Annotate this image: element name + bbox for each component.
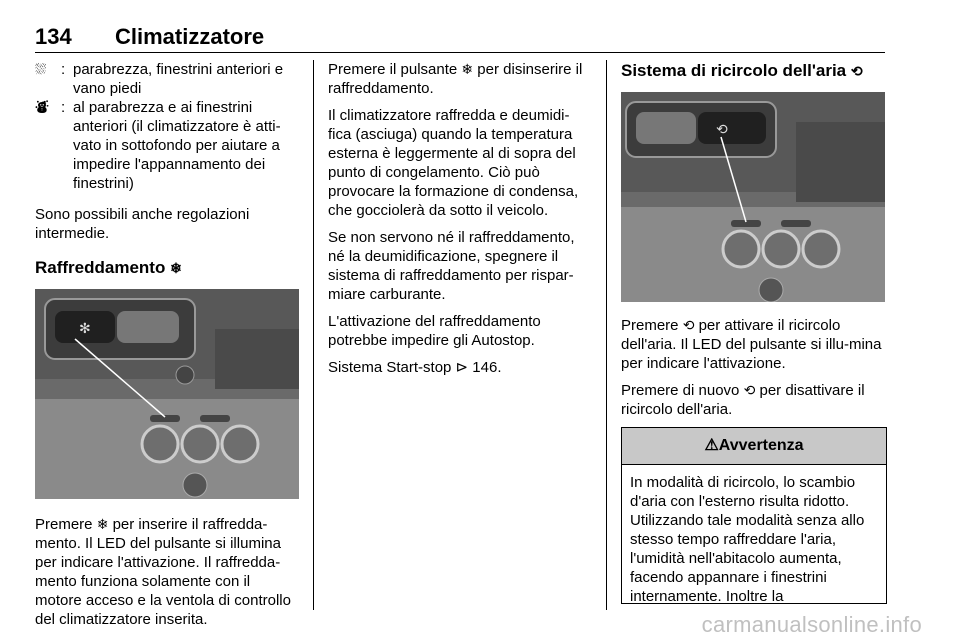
definition-text: parabrezza, finestrini anteriori e vano piedi (73, 61, 284, 97)
warning-box (621, 427, 887, 604)
section-heading: Raffreddamento ❄ (35, 258, 182, 277)
page-number: 134 (35, 24, 72, 49)
recirculation-icon: ⟲ (743, 382, 756, 398)
column-middle (328, 60, 592, 385)
column-divider (606, 60, 607, 610)
paragraph: Il climatizzatore raffredda e deumidi-fica (asciuga) quando la temperatura esterna è leggermente al di sopra del punto di congelamento. Ciò può provocare la formazione di condensa, che gocciolerà da sotto il veicolo. (328, 107, 579, 219)
ac-button-photo (35, 289, 299, 499)
cross-reference: Sistema Start-stop ⊳ 146. (328, 359, 502, 376)
column-divider (313, 60, 314, 610)
column-left (35, 60, 299, 637)
svg-text:⟲: ⟲ (716, 122, 728, 138)
definition-text: al parabrezza e ai finestrini anteriori (il climatizzatore è atti-vato in sottofondo per aiutare a impedire l'appannamento dei finestrini) (73, 99, 281, 192)
paragraph: Se non servono né il raffreddamento, né la deumidificazione, spegnere il sistema di raffreddamento per rispar-miare carburante. (328, 229, 575, 303)
paragraph: Sono possibili anche regolazioni intermedie. (35, 206, 250, 242)
snowflake-icon: ❄ (96, 516, 109, 532)
definition-row: ⛆ : parabrezza, finestrini anteriori e vano piedi (35, 60, 299, 98)
windshield-side-icon: ⛇ (35, 99, 49, 115)
paragraph: L'attivazione del raffreddamento potrebbe impedire gli Autostop. (328, 313, 541, 349)
paragraph: Premere ⟲ per attivare il ricircolo dell'aria. Il LED del pulsante si illu-mina per indicare l'attivazione. (621, 317, 882, 372)
column-right (621, 60, 885, 604)
recirculation-icon: ⟲ (682, 317, 695, 333)
svg-text:✻: ✻ (79, 321, 91, 337)
watermark: carmanualsonline.info (701, 612, 922, 637)
page-header (35, 18, 885, 53)
page-title: Climatizzatore (115, 24, 265, 49)
windshield-side-feet-icon: ⛆ (35, 61, 47, 77)
warning-triangle-icon: ⚠ (704, 437, 719, 454)
paragraph: Premere il pulsante ❄ per disinserire il raffreddamento. (328, 61, 583, 97)
page-reference-arrow-icon: ⊳ (455, 359, 469, 376)
recirculation-icon: ⟲ (850, 63, 863, 79)
snowflake-icon: ❄ (170, 260, 182, 276)
warning-header: ⚠Avvertenza (622, 428, 886, 465)
snowflake-icon: ❄ (461, 61, 474, 77)
section-heading: Sistema di ricircolo dell'aria ⟲ (621, 61, 863, 80)
paragraph: Premere di nuovo ⟲ per disattivare il ricircolo dell'aria. (621, 382, 865, 418)
definition-row: ⛇ : al parabrezza e ai finestrini anteriori (il climatizzatore è atti-vato in sottofondo per aiutare a impedire l'appannamento dei finestrini) (35, 98, 299, 193)
recirculation-button-photo (621, 92, 885, 302)
warning-text: In modalità di ricircolo, lo scambio d'aria con l'esterno risulta ridotto. Utilizzando tale modalità senza allo stesso tempo raffreddare l'aria, l'umidità nell'abitacolo aumenta, facendo appannare i finestrini internamente. Inoltre la (630, 474, 865, 604)
paragraph: Premere ❄ per inserire il raffredda-mento. Il LED del pulsante si illumina per indicare l'attivazione. Il raffredda-mento funziona solamente con il motore acceso e la ventola di controllo del climatizzatore inserita. (35, 516, 291, 628)
